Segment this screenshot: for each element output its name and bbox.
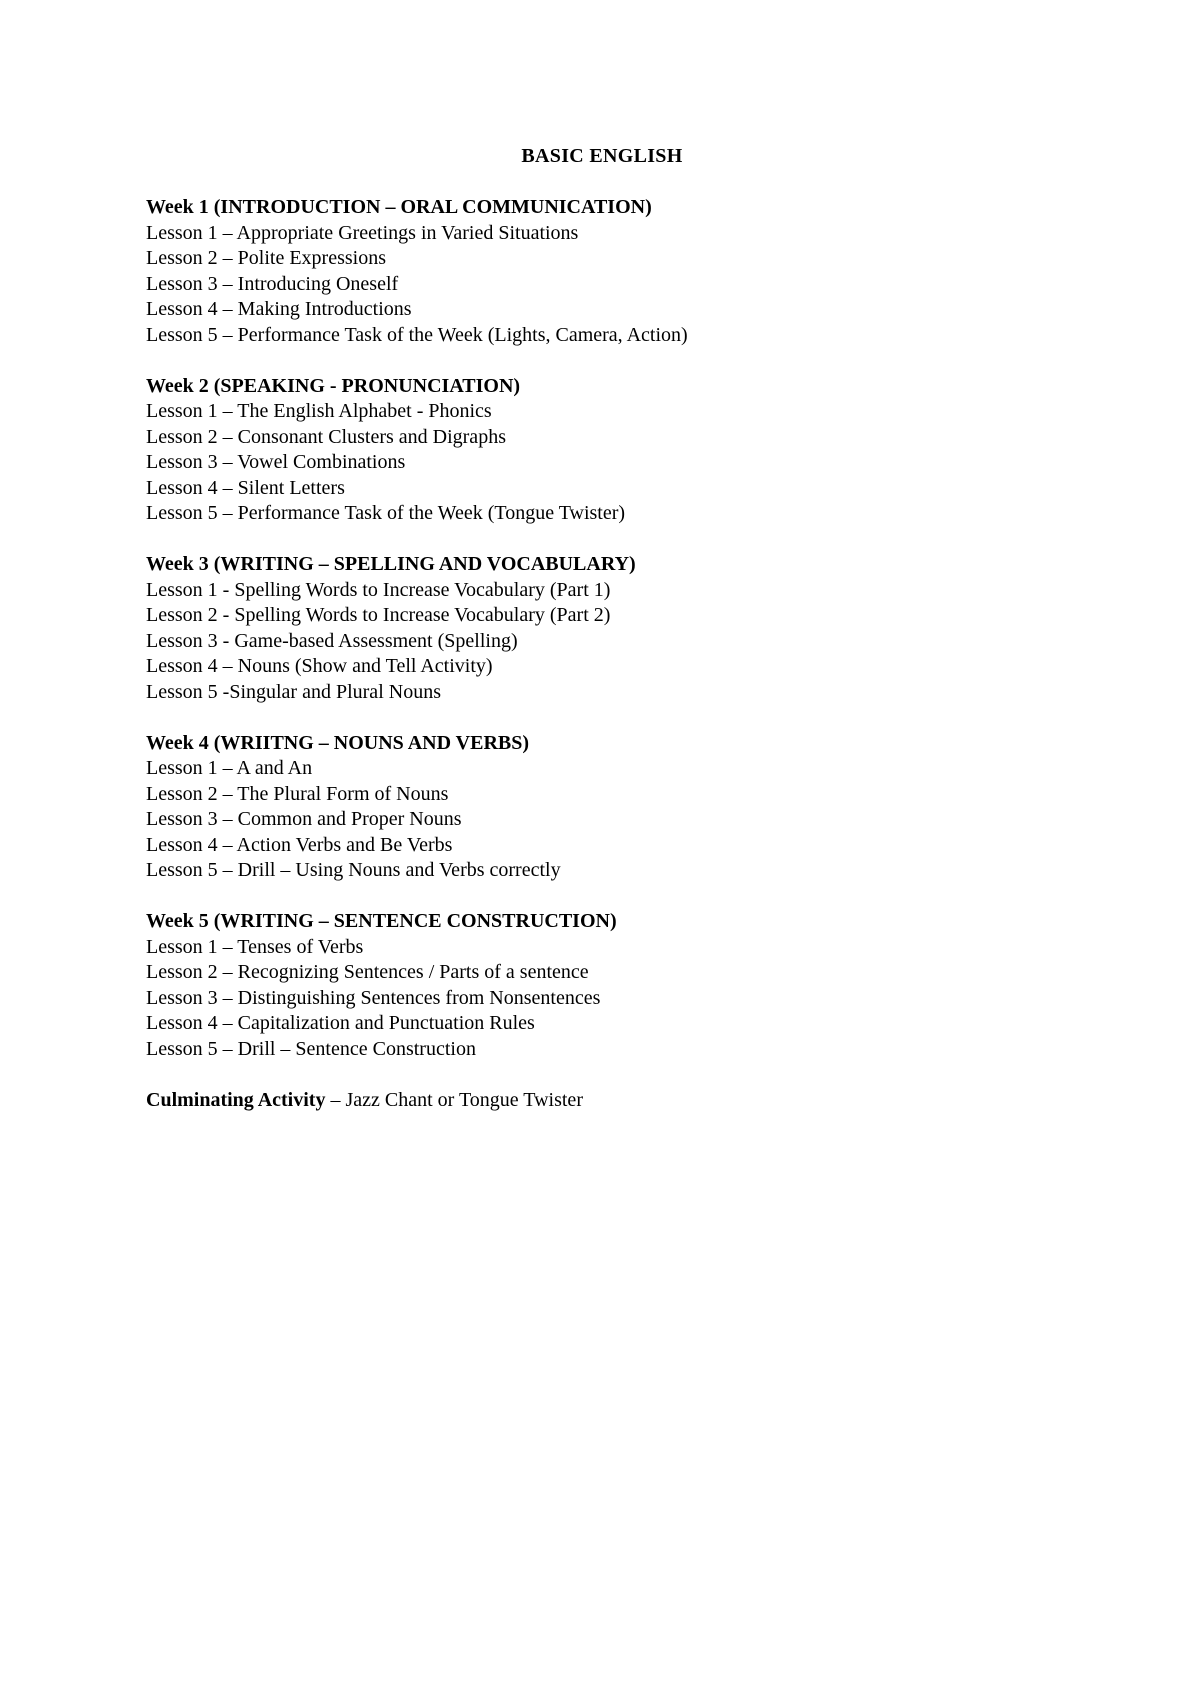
lesson-item: Lesson 3 – Distinguishing Sentences from Nonsentences (146, 986, 601, 1009)
lesson-item: Lesson 5 – Performance Task of the Week (Lights, Camera, Action) (146, 323, 688, 346)
lesson-item: Lesson 4 – Silent Letters (146, 476, 345, 499)
lesson-item: Lesson 2 – Consonant Clusters and Digraphs (146, 425, 506, 448)
week-heading: Week 1 (INTRODUCTION – ORAL COMMUNICATION) (146, 196, 652, 218)
lesson-item: Lesson 2 – Recognizing Sentences / Parts of a sentence (146, 961, 589, 983)
week-section-2 (146, 374, 1046, 527)
lesson-item: Lesson 4 – Capitalization and Punctuation Rules (146, 1012, 535, 1034)
lesson-item: Lesson 1 – Tenses of Verbs (146, 935, 364, 958)
week-section-3 (146, 552, 1046, 705)
week-heading: Week 4 (WRIITNG – NOUNS AND VERBS) (146, 731, 530, 754)
lesson-item: Lesson 5 – Performance Task of the Week (Tongue Twister) (146, 502, 626, 524)
week-section-5 (146, 909, 1046, 1062)
lesson-item: Lesson 1 – The English Alphabet - Phonics (146, 400, 492, 422)
culminating-activity-label: Culminating Activity (146, 1088, 326, 1111)
lesson-item: Lesson 2 – The Plural Form of Nouns (146, 782, 449, 805)
lesson-item: Lesson 1 - Spelling Words to Increase Vocabulary (Part 1) (146, 578, 611, 601)
lesson-item: Lesson 5 -Singular and Plural Nouns (146, 680, 441, 703)
week-section-1 (146, 195, 1046, 348)
week-heading: Week 2 (SPEAKING - PRONUNCIATION) (146, 374, 521, 397)
lesson-item: Lesson 1 – Appropriate Greetings in Varied Situations (146, 221, 579, 244)
lesson-item: Lesson 2 - Spelling Words to Increase Vocabulary (Part 2) (146, 604, 611, 626)
lesson-item: Lesson 4 – Making Introductions (146, 298, 412, 320)
lesson-item: Lesson 5 – Drill – Sentence Construction (146, 1037, 476, 1060)
lesson-item: Lesson 2 – Polite Expressions (146, 247, 386, 269)
lesson-item: Lesson 5 – Drill – Using Nouns and Verbs correctly (146, 859, 561, 881)
document-title: BASIC ENGLISH (521, 145, 683, 167)
lesson-item: Lesson 1 – A and An (146, 757, 313, 779)
week-section-4 (146, 731, 1046, 884)
lesson-item: Lesson 4 – Action Verbs and Be Verbs (146, 833, 453, 856)
lesson-item: Lesson 3 – Vowel Combinations (146, 451, 406, 473)
lesson-item: Lesson 3 – Common and Proper Nouns (146, 808, 462, 830)
week-heading: Week 5 (WRITING – SENTENCE CONSTRUCTION) (146, 910, 617, 932)
culminating-activity-text: – Jazz Chant or Tongue Twister (325, 1088, 583, 1111)
lesson-item: Lesson 3 - Game-based Assessment (Spelling) (146, 629, 518, 652)
lesson-item: Lesson 4 – Nouns (Show and Tell Activity) (146, 655, 493, 677)
document-content (146, 144, 1046, 1113)
week-heading: Week 3 (WRITING – SPELLING AND VOCABULARY) (146, 553, 636, 575)
lesson-item: Lesson 3 – Introducing Oneself (146, 272, 399, 295)
culminating-activity (146, 1088, 1046, 1114)
